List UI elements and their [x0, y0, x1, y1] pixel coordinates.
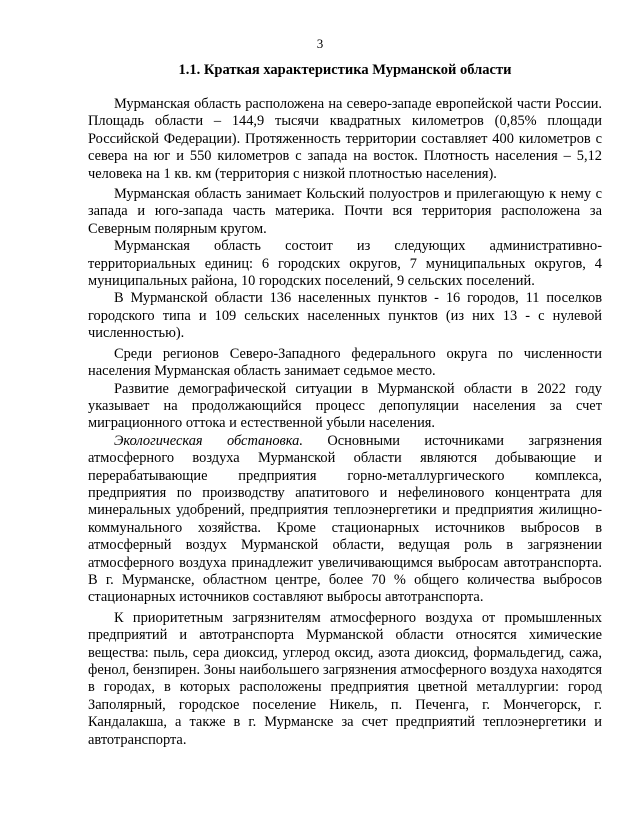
paragraph-demography: Развитие демографической ситуации в Мурманской области в 2022 году указывает на продолжающийся процесс депопуляции населения за счет миграционного оттока и естественной убыли населения.	[88, 380, 602, 432]
ecology-text: Основными источниками загрязнения атмосферного воздуха Мурманской области являются добывающие и перерабатывающие предприятия горно-металлургического комплекса, предприятия по производству апатитового и нефелинового концентрата для минеральных удобрений, предприятия теплоэнергетики и предприятия жилищно-коммунального хозяйства. Кроме стационарных источников выбросов в атмосферный воздух Мурманской области, ведущая роль в загрязнении атмосферного воздуха принадлежит увеличивающимся выбросам автотранспорта. В г. Мурманске, областном центре, более 70 % общего количества выбросов стационарных источников составляют выбросы автотранспорта.	[88, 432, 602, 606]
paragraph-ecology	[88, 433, 602, 607]
page-number: 3	[316, 36, 324, 51]
section-title: 1.1. Краткая характеристика Мурманской области	[178, 62, 512, 78]
paragraph-ranking: Среди регионов Северо-Западного федерального округа по численности населения Мурманская область занимает седьмое место.	[88, 345, 602, 380]
paragraph-settlements: В Мурманской области 136 населенных пунктов - 16 городов, 11 поселков городского типа и 109 сельских населенных пунктов (из них 13 - с нулевой численностью).	[88, 290, 602, 342]
paragraph-admin-units: Мурманская область состоит из следующих административно-территориальных единиц: 6 городских округов, 7 муниципальных округов, 4 муниципальных района, 10 городских поселений, 9 сельских поселений.	[88, 238, 602, 290]
document-body	[88, 96, 602, 749]
paragraph-pollutants: К приоритетным загрязнителям атмосферного воздуха от промышленных предприятий и автотранспорта Мурманской области относятся химические вещества: пыль, сера диоксид, углерод оксид, азота диоксид, формальдегид, сажа, фенол, бензпирен. Зоны наибольшего загрязнения атмосферного воздуха находятся в городах, в которых расположены предприятия цветной металлургии: город Заполярный, городское поселение Никель, п. Печенга, г. Мончегорск, г. Кандалакша, а также в г. Мурманске за счет предприятий теплоэнергетики и автотранспорта.	[88, 609, 602, 748]
paragraph-location: Мурманская область расположена на северо-западе европейской части России. Площадь области – 144,9 тысячи квадратных километров (0,85% площади Российской Федерации). Протяженность территории составляет 400 километров с севера на юг и 550 километров с запада на восток. Плотность населения – 5,12 человека на 1 кв. км (территория с низкой плотностью населения).	[88, 96, 602, 182]
paragraph-territory: Мурманская область занимает Кольский полуостров и прилегающую к нему с запада и юго-запада часть материка. Почти вся территория расположена за Северным полярным кругом.	[88, 186, 602, 237]
ecology-lead: Экологическая обстановка.	[114, 432, 303, 449]
